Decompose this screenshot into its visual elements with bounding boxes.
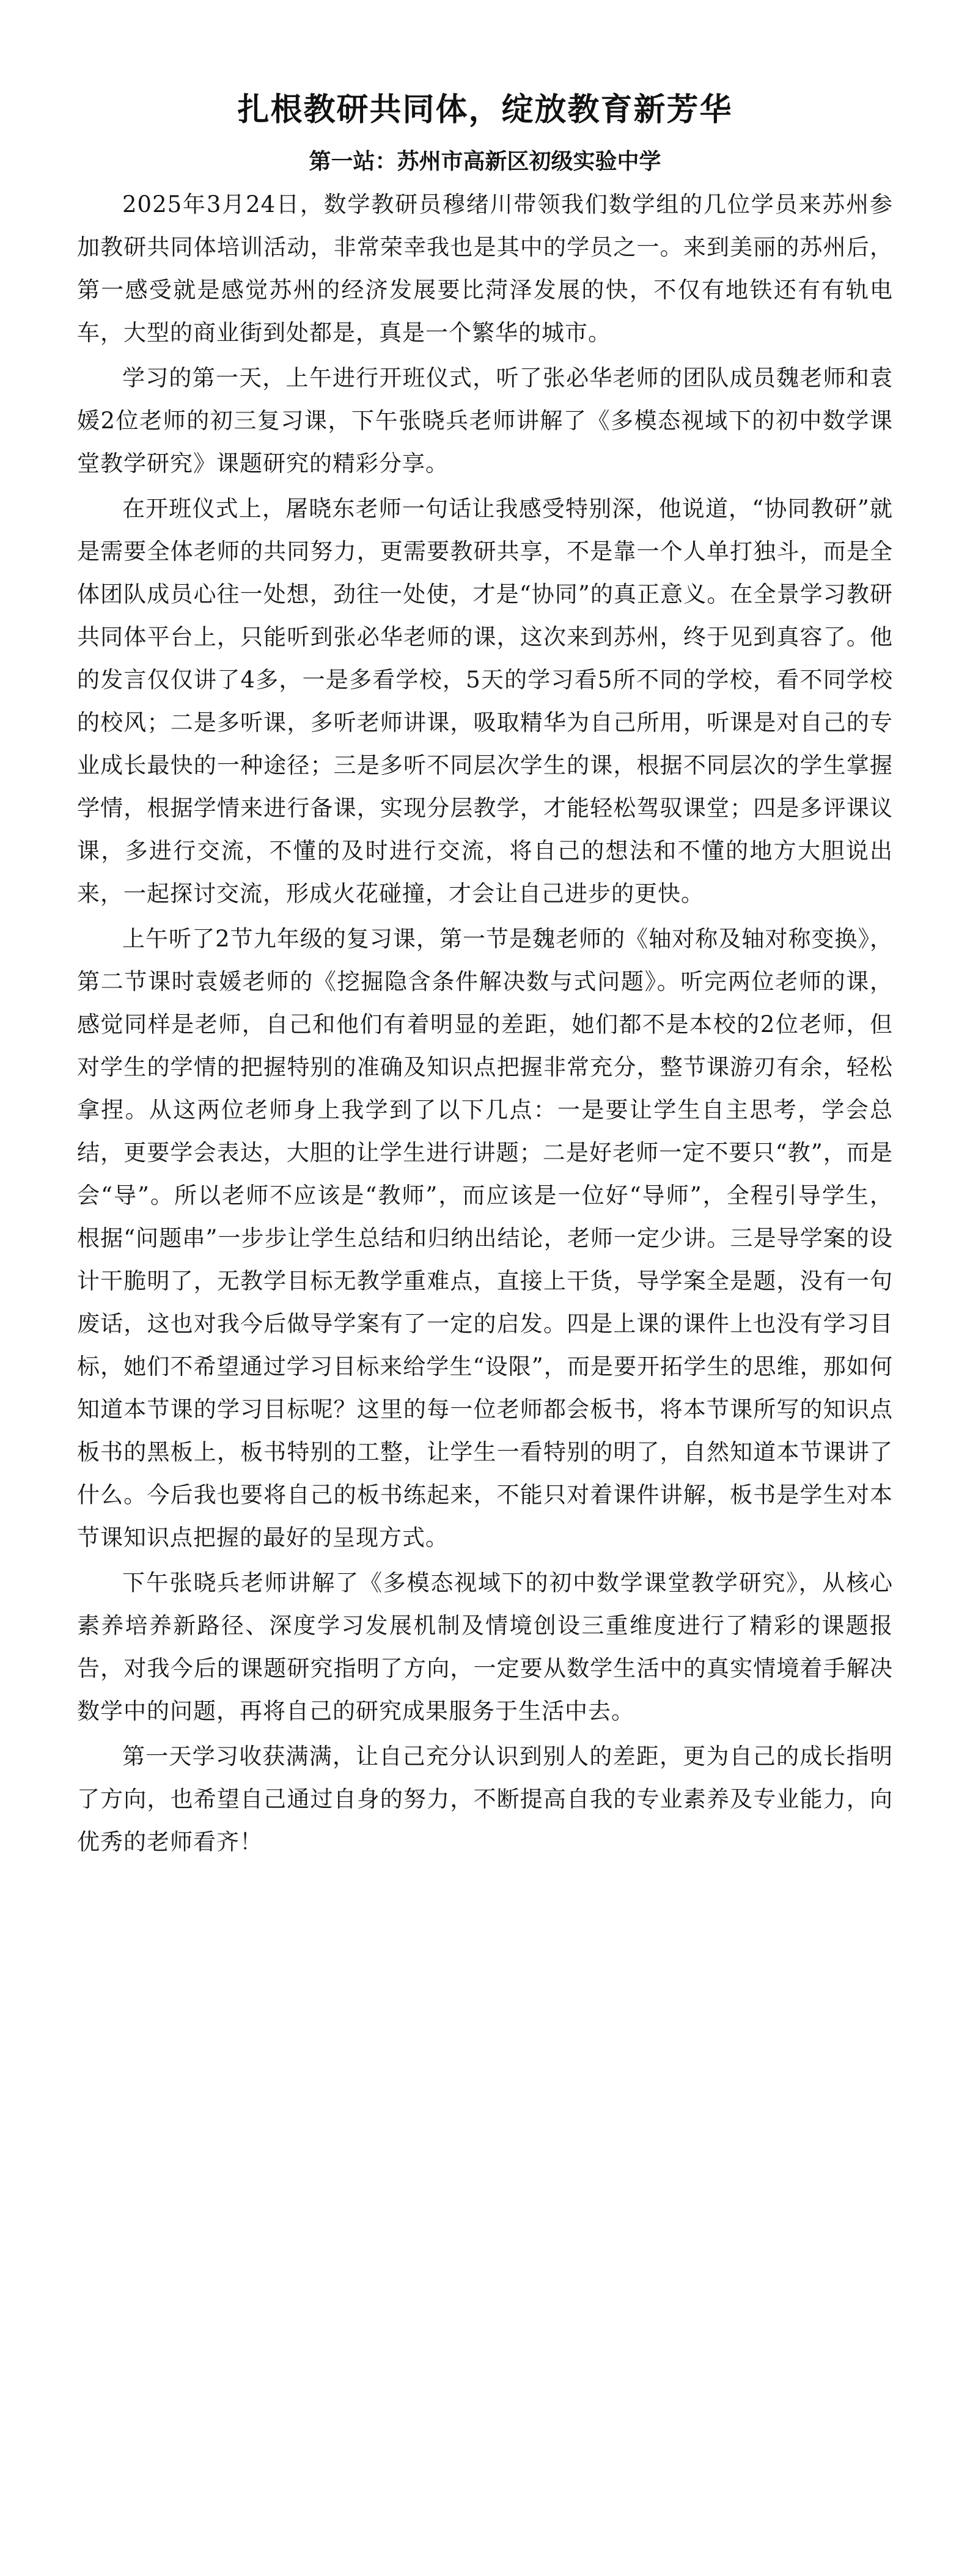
paragraph-1: 2025年3月24日，数学教研员穆绪川带领我们数学组的几位学员来苏州参加教研共同体培训活动，非常荣幸我也是其中的学员之一。来到美丽的苏州后，第一感受就是感觉苏州的经济发展要比菏泽发展的快，不仅有地铁还有有轨电车，大型的商业街到处都是，真是一个繁华的城市。 — [77, 191, 893, 346]
paragraph-2: 学习的第一天，上午进行开班仪式，听了张必华老师的团队成员魏老师和袁媛2位老师的初三复习课，下午张晓兵老师讲解了《多模态视域下的初中数学课堂教学研究》课题研究的精彩分享。 — [77, 365, 893, 477]
article-title: 扎根教研共同体，绽放教育新芳华 — [237, 91, 733, 128]
paragraph-4: 上午听了2节九年级的复习课，第一节是魏老师的《轴对称及轴对称变换》，第二节课时袁媛老师的《挖掘隐含条件解决数与式问题》。听完两位老师的课，感觉同样是老师，自己和他们有着明显的差距，她们都不是本校的2位老师，但对学生的学情的把握特别的准确及知识点把握非常充分，整节课游刃有余，轻松拿捏。从这两位老师身上我学到了以下几点：一是要让学生自主思考，学会总结，更要学会表达，大胆的让学生进行讲题；二是好老师一定不要只“教”，而是会“导”。所以老师不应该是“教师”，而应该是一位好“导师”，全程引导学生，根据“问题串”一步步让学生总结和归纳出结论，老师一定少讲。三是导学案的设计干脆明了，无教学目标无教学重难点，直接上干货，导学案全是题，没有一句废话，这也对我今后做导学案有了一定的启发。四是上课的课件上也没有学习目标，她们不希望通过学习目标来给学生“设限”，而是要开拓学生的思维，那如何知道本节课的学习目标呢？这里的每一位老师都会板书，将本节课所写的知识点板书的黑板上，板书特别的工整，让学生一看特别的明了，自然知道本节课讲了什么。今后我也要将自己的板书练起来，不能只对着课件讲解，板书是学生对本节课知识点把握的最好的呈现方式。 — [77, 926, 893, 1551]
paragraph-3: 在开班仪式上，屠晓东老师一句话让我感受特别深，他说道，“协同教研”就是需要全体老师的共同努力，更需要教研共享，不是靠一个人单打独斗，而是全体团队成员心往一处想，劲往一处使，才是“协同”的真正意义。在全景学习教研共同体平台上，只能听到张必华老师的课，这次来到苏州，终于见到真容了。他的发言仅仅讲了4多，一是多看学校，5天的学习看5所不同的学校，看不同学校的校风；二是多听课，多听老师讲课，吸取精华为自己所用，听课是对自己的专业成长最快的一种途径；三是多听不同层次学生的课，根据不同层次的学生掌握学情，根据学情来进行备课，实现分层教学，才能轻松驾驭课堂；四是多评课议课，多进行交流，不懂的及时进行交流，将自己的想法和不懂的地方大胆说出来，一起探讨交流，形成火花碰撞，才会让自己进步的更快。 — [77, 496, 893, 907]
paragraph-5: 下午张晓兵老师讲解了《多模态视域下的初中数学课堂教学研究》，从核心素养培养新路径、深度学习发展机制及情境创设三重维度进行了精彩的课题报告，对我今后的课题研究指明了方向，一定要从数学生活中的真实情境着手解决数学中的问题，再将自己的研究成果服务于生活中去。 — [77, 1570, 893, 1724]
paragraph-6: 第一天学习收获满满，让自己充分认识到别人的差距，更为自己的成长指明了方向，也希望自己通过自身的努力，不断提高自我的专业素养及专业能力，向优秀的老师看齐！ — [77, 1743, 893, 1855]
article-subtitle: 第一站：苏州市高新区初级实验中学 — [309, 148, 661, 174]
